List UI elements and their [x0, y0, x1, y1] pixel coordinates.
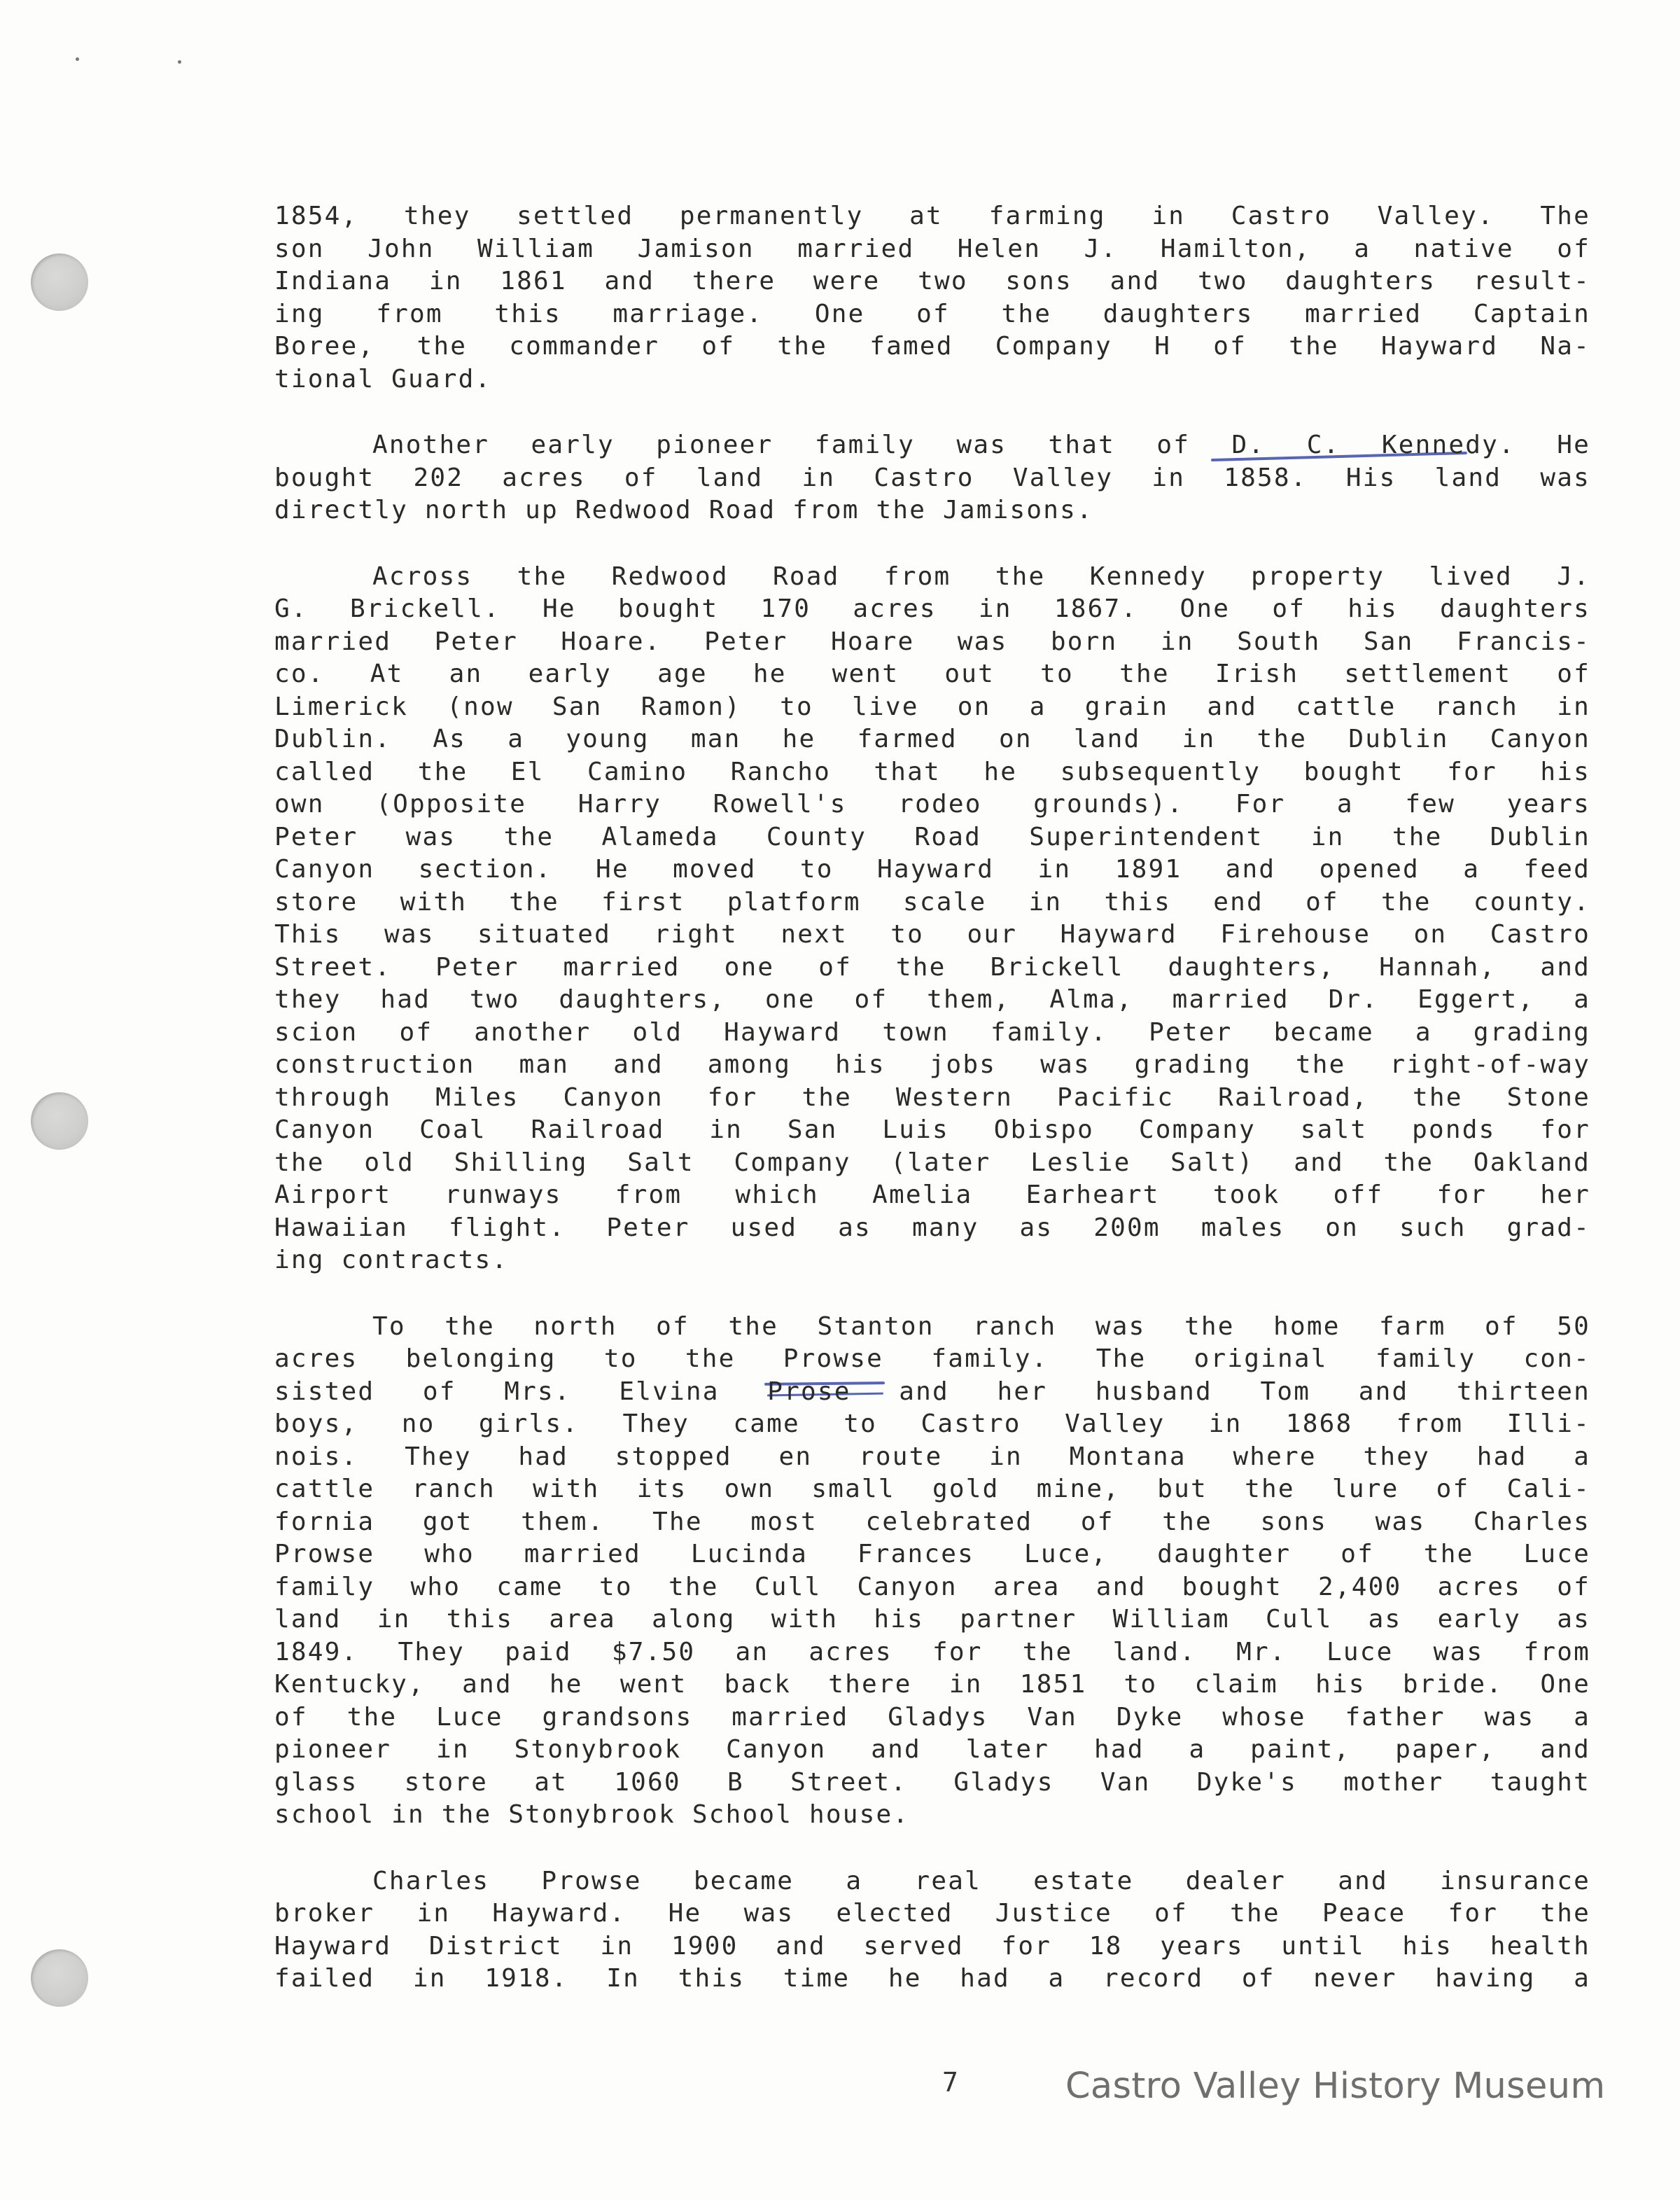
museum-watermark: Castro Valley History Museum	[1065, 2066, 1606, 2107]
text-line: bought 202 acres of land in Castro Valley in 1858. His land was	[274, 463, 1590, 492]
text-line: pioneer in Stonybrook Canyon and later had a paint, paper, and	[274, 1735, 1590, 1764]
text-line: nois. They had stopped en route in Montana where they had a	[274, 1442, 1590, 1471]
text-line: own (Opposite Harry Rowell's rodeo grounds). For a few years	[274, 790, 1590, 819]
text-line: boys, no girls. They came to Castro Valley in 1868 from Illi-	[274, 1409, 1590, 1438]
text-line: Street. Peter married one of the Brickell daughters, Hannah, and	[274, 952, 1590, 982]
text-line: Hawaiian flight. Peter used as many as 200m males on such grad-	[274, 1213, 1590, 1242]
text-line: called the El Camino Rancho that he subsequently bought for his	[274, 757, 1590, 786]
text-line: fornia got them. The most celebrated of the sons was Charles	[274, 1507, 1590, 1536]
text-line: through Miles Canyon for the Western Pacific Railroad, the Stone	[274, 1082, 1590, 1112]
text-line: son John William Jamison married Helen J. Hamilton, a native of	[274, 234, 1590, 263]
text-line: Airport runways from which Amelia Earheart took off for her	[274, 1181, 1590, 1209]
text-line: of the Luce grandsons married Gladys Van Dyke whose father was a	[274, 1702, 1590, 1732]
text-line: broker in Hayward. He was elected Justice of the Peace for the	[274, 1899, 1590, 1928]
text-line: store with the first platform scale in this end of the county.	[274, 887, 1590, 917]
text-line: Dublin. As a young man he farmed on land in the Dublin Canyon	[274, 725, 1590, 753]
text-line: school in the Stonybrook School house.	[274, 1800, 910, 1829]
text-line: directly north up Redwood Road from the Jamisons.	[274, 496, 1093, 524]
text-line: acres belonging to the Prowse family. The original family con-	[274, 1344, 1590, 1373]
text-line: cattle ranch with its own small gold mine, but the lure of Cali-	[274, 1475, 1590, 1503]
text-line: 1849. They paid $7.50 an acres for the land. Mr. Luce was from	[274, 1637, 1590, 1666]
text-line: Hayward District in 1900 and served for 18 years until his health	[274, 1931, 1590, 1961]
text-line: Indiana in 1861 and there were two sons and two daughters result-	[274, 267, 1590, 295]
text-line: Charles Prowse became a real estate dealer and insurance	[372, 1866, 1590, 1895]
text-line: 1854, they settled permanently at farming in Castro Valley. The	[274, 202, 1590, 230]
text-line: G. Brickell. He bought 170 acres in 1867. One of his daughters	[274, 594, 1590, 623]
paragraph	[274, 1865, 1590, 1996]
text-line: Canyon section. He moved to Hayward in 1891 and opened a feed	[274, 855, 1590, 884]
punch-hole-top	[31, 253, 88, 311]
punch-hole-bottom	[31, 1949, 88, 2007]
text-line: Another early pioneer family was that of D. C. Kennedy. He	[372, 431, 1590, 459]
text-line: glass store at 1060 B Street. Gladys Van Dyke's mother taught	[274, 1767, 1590, 1797]
paragraph	[274, 561, 1590, 1277]
text-line: tional Guard.	[274, 364, 492, 394]
text-line: To the north of the Stanton ranch was the home farm of 50	[372, 1311, 1590, 1341]
text-line: Canyon Coal Railroad in San Luis Obispo Company salt ponds for	[274, 1115, 1590, 1144]
text-line: construction man and among his jobs was grading the right-of-way	[274, 1050, 1590, 1079]
text-line: Prowse who married Lucinda Frances Luce, daughter of the Luce	[274, 1540, 1590, 1568]
paper-speck	[76, 57, 79, 61]
text-line: family who came to the Cull Canyon area and bought 2,400 acres of	[274, 1572, 1590, 1601]
text-line: they had two daughters, one of them, Alma, married Dr. Eggert, a	[274, 985, 1590, 1014]
text-line: sisted of Mrs. Elvina Prose and her husband Tom and thirteen	[274, 1377, 1590, 1406]
text-line: Limerick (now San Ramon) to live on a grain and cattle ranch in	[274, 692, 1590, 721]
text-line: Kentucky, and he went back there in 1851 to claim his bride. One	[274, 1670, 1590, 1699]
text-line: co. At an early age he went out to the Irish settlement of	[274, 660, 1590, 688]
page-number: 7	[942, 2067, 958, 2098]
paragraph	[274, 429, 1590, 527]
text-line: Peter was the Alameda County Road Superintendent in the Dublin	[274, 822, 1590, 851]
text-line: Boree, the commander of the famed Company H of the Hayward Na-	[274, 332, 1590, 361]
text-line: Across the Redwood Road from the Kennedy property lived J.	[372, 562, 1590, 591]
text-line: ing from this marriage. One of the daughters married Captain	[274, 299, 1590, 328]
text-line: land in this area along with his partner William Cull as early as	[274, 1605, 1590, 1634]
text-line: This was situated right next to our Hayward Firehouse on Castro	[274, 920, 1590, 949]
typed-text-body	[274, 200, 1590, 2029]
paragraph	[274, 1311, 1590, 1832]
text-line: ing contracts.	[274, 1246, 509, 1274]
paper-speck	[178, 60, 181, 64]
text-line: married Peter Hoare. Peter Hoare was born in South San Francis-	[274, 627, 1590, 656]
paragraph	[274, 200, 1590, 396]
text-line: scion of another old Hayward town family. Peter became a grading	[274, 1017, 1590, 1047]
punch-hole-middle	[31, 1092, 88, 1150]
text-line: the old Shilling Salt Company (later Leslie Salt) and the Oakland	[274, 1148, 1590, 1177]
text-line: failed in 1918. In this time he had a record of never having a	[274, 1964, 1590, 1993]
